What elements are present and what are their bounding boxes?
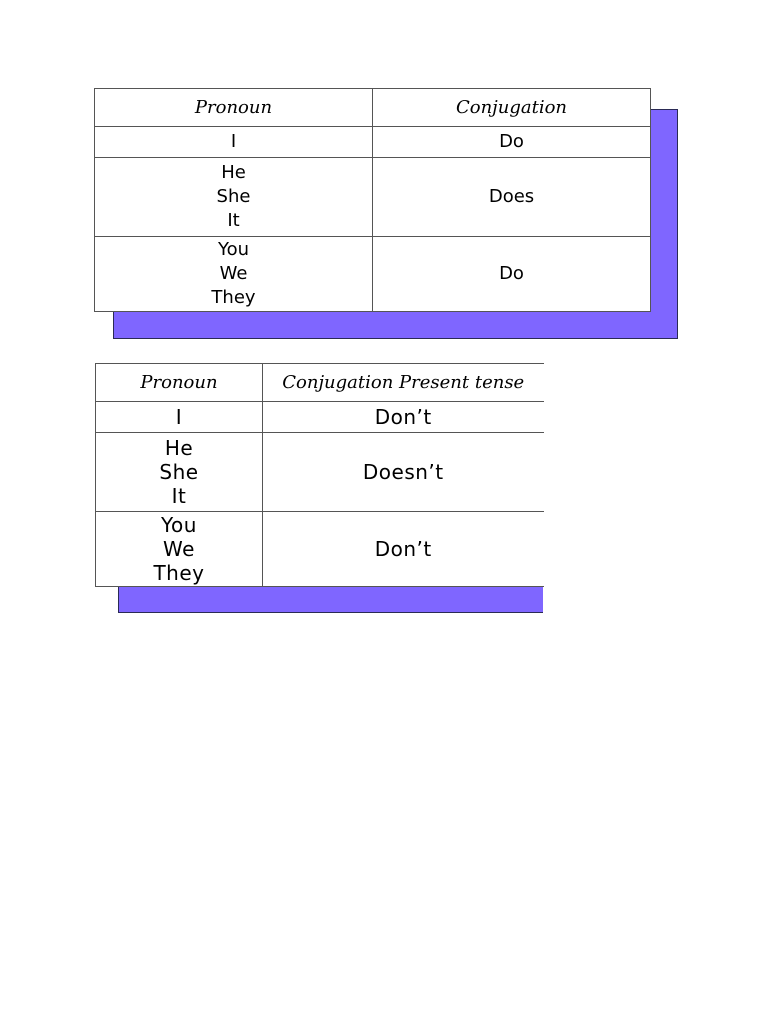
conjugation-cell: Doesn’t bbox=[263, 433, 544, 512]
pronoun-text: We bbox=[219, 263, 248, 284]
header-row bbox=[95, 89, 651, 127]
conjugation-cell: Don’t bbox=[263, 402, 544, 433]
table-row bbox=[95, 237, 651, 312]
header-conjugation: Conjugation bbox=[373, 89, 651, 127]
table-row bbox=[96, 433, 544, 512]
header-conjugation: Conjugation Present tense bbox=[263, 364, 544, 402]
conjugation-cell: Don’t bbox=[263, 512, 544, 587]
pronoun-text: She bbox=[159, 460, 199, 484]
pronoun-text: He bbox=[164, 436, 194, 460]
conjugation-cell: Do bbox=[373, 237, 651, 312]
pronoun-text: He bbox=[221, 162, 246, 183]
table-row bbox=[96, 512, 544, 587]
dont-conjugation-table bbox=[95, 363, 544, 587]
conjugation-cell: Does bbox=[373, 158, 651, 237]
dont-conjugation-table-block bbox=[95, 363, 543, 613]
pronoun-cell bbox=[96, 402, 263, 433]
pronoun-text: It bbox=[171, 484, 187, 508]
header-pronoun: Pronoun bbox=[96, 364, 263, 402]
header-pronoun: Pronoun bbox=[95, 89, 373, 127]
table-row bbox=[95, 127, 651, 158]
pronoun-text: You bbox=[217, 239, 250, 260]
do-conjugation-table-block bbox=[94, 88, 678, 340]
pronoun-text: I bbox=[175, 405, 183, 429]
pronoun-text: They bbox=[153, 561, 205, 585]
pronoun-text: You bbox=[161, 513, 197, 537]
do-conjugation-table bbox=[94, 88, 651, 312]
pronoun-text: She bbox=[216, 186, 251, 207]
pronoun-cell bbox=[95, 127, 373, 158]
pronoun-cell bbox=[95, 158, 373, 237]
pronoun-text: We bbox=[163, 537, 195, 561]
pronoun-text: I bbox=[230, 131, 237, 152]
header-row bbox=[96, 364, 544, 402]
pronoun-cell bbox=[95, 237, 373, 312]
table-row bbox=[96, 402, 544, 433]
pronoun-text: They bbox=[211, 287, 256, 308]
table-row bbox=[95, 158, 651, 237]
table-shadow bbox=[118, 585, 543, 613]
conjugation-cell: Do bbox=[373, 127, 651, 158]
pronoun-text: It bbox=[227, 210, 240, 231]
pronoun-cell bbox=[96, 433, 263, 512]
pronoun-cell bbox=[96, 512, 263, 587]
